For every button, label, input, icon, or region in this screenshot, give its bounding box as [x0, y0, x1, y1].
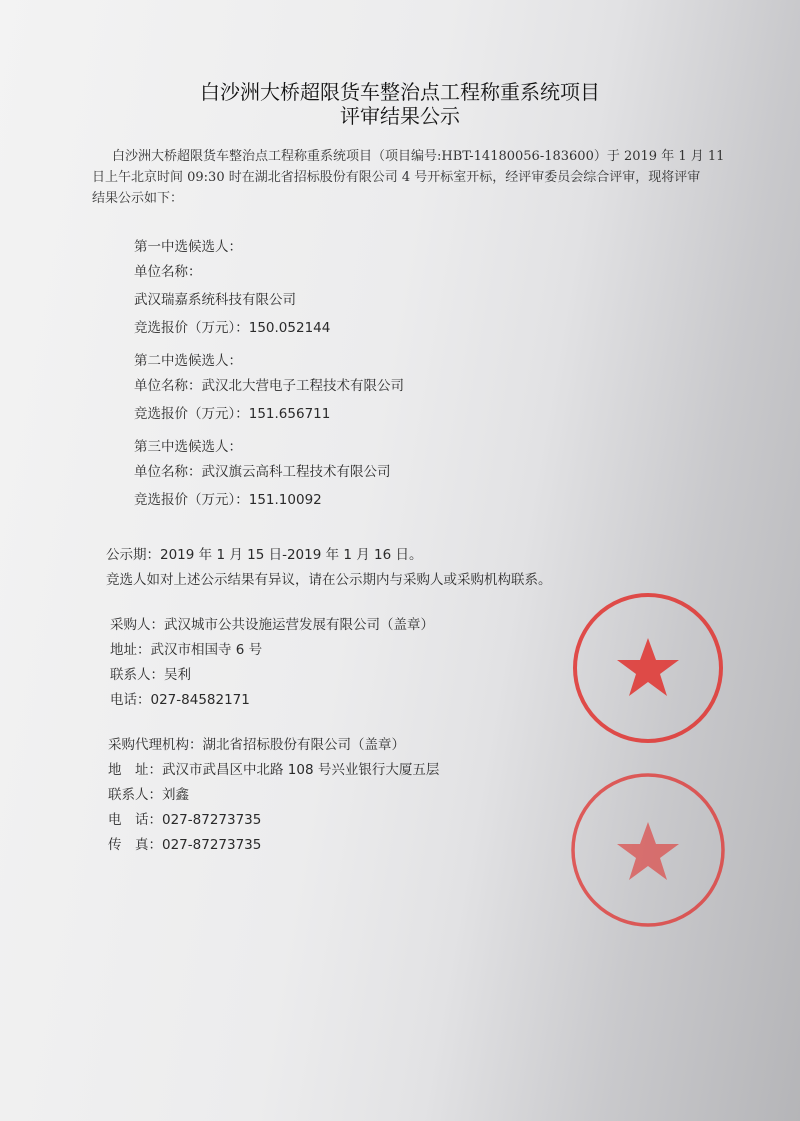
purchaser-seal-stamp — [570, 590, 726, 746]
candidate-1-heading: 第一中选候选人： — [134, 239, 242, 255]
objection-note: 竞选人如对上述公示结果有异议，请在公示期内与采购人或采购机构联系。 — [106, 572, 552, 588]
agency-name: 采购代理机构：湖北省招标股份有限公司（盖章） — [108, 737, 405, 753]
candidate-1 — [0, 235, 554, 341]
agency-contact: 联系人：刘鑫 — [108, 787, 189, 803]
intro-line: 日上午北京时间 09:30 时在湖北省招标股份有限公司 4 号开标室开标，经评审委员会综合评审，现将评审 — [92, 170, 701, 185]
purchaser-block — [0, 613, 530, 713]
candidate-3-unit-label: 单位名称： — [134, 464, 202, 480]
document-title: 白沙洲大桥超限货车整治点工程称重系统项目 — [200, 80, 600, 104]
agency-phone: 电 话：027-87273735 — [108, 812, 262, 828]
intro-line: 结果公示如下： — [92, 191, 184, 206]
purchaser-phone: 电话：027-84582171 — [110, 692, 250, 708]
candidate-2-price: 竞选报价（万元）：151.656711 — [134, 406, 331, 422]
candidate-3-unit-row — [134, 460, 554, 485]
candidate-1-unit-label: 单位名称： — [134, 264, 202, 280]
purchaser-name: 采购人：武汉城市公共设施运营发展有限公司（盖章） — [110, 617, 434, 633]
candidate-2 — [0, 349, 554, 427]
agency-address: 地 址：武汉市武昌区中北路 108 号兴业银行大厦五层 — [108, 762, 440, 778]
notice-block — [0, 543, 666, 593]
candidate-3-heading: 第三中选候选人： — [134, 439, 242, 455]
purchaser-contact: 联系人：吴利 — [110, 667, 191, 683]
purchaser-address: 地址：武汉市相国寺 6 号 — [110, 642, 263, 658]
candidate-2-unit: 武汉北大营电子工程技术有限公司 — [201, 378, 404, 394]
publicity-period: 公示期：2019 年 1 月 15 日-2019 年 1 月 16 日。 — [106, 547, 423, 563]
candidate-1-unit: 武汉瑞嘉系统科技有限公司 — [134, 292, 296, 308]
intro-line: 白沙洲大桥超限货车整治点工程称重系统项目（项目编号:HBT-14180056-183600）于 2019 年 1 月 11 — [112, 149, 725, 164]
agency-block — [0, 733, 528, 858]
candidate-2-unit-label: 单位名称： — [134, 378, 202, 394]
candidate-3-unit: 武汉旗云高科工程技术有限公司 — [201, 464, 391, 480]
agency-seal-stamp — [568, 770, 728, 930]
agency-fax: 传 真：027-87273735 — [108, 837, 262, 853]
candidate-3-price: 竞选报价（万元）：151.10092 — [134, 492, 322, 508]
candidate-1-price: 竞选报价（万元）：150.052144 — [134, 320, 331, 336]
document-subtitle: 评审结果公示 — [340, 104, 460, 128]
candidate-2-unit-row — [134, 374, 554, 399]
candidate-2-heading: 第二中选候选人： — [134, 353, 242, 369]
candidate-3 — [0, 435, 554, 513]
intro-paragraph — [0, 146, 800, 209]
